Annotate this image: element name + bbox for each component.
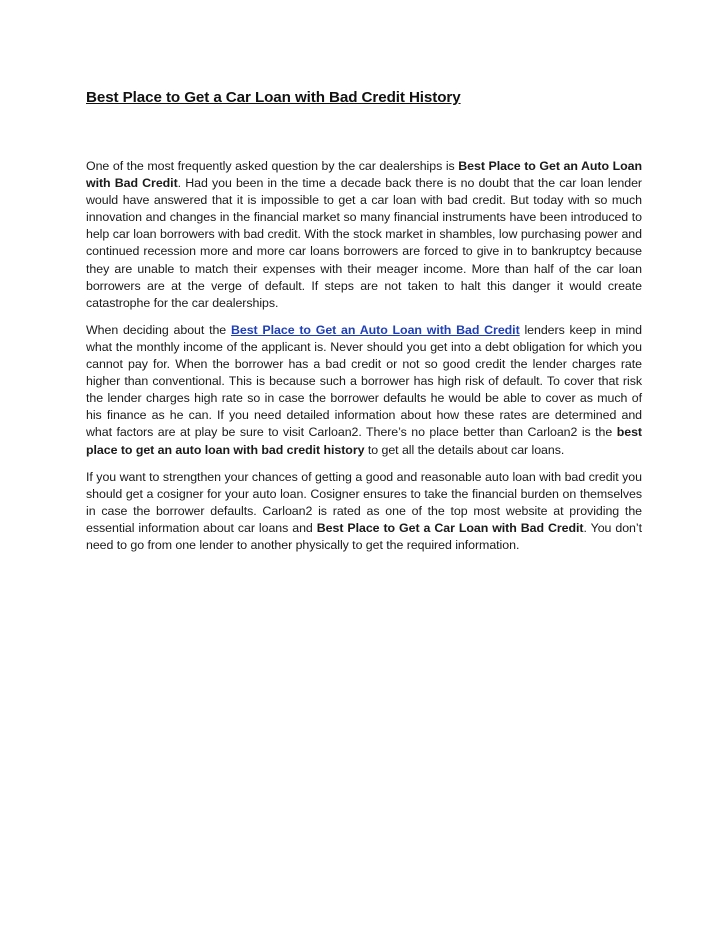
paragraph-text: . Had you been in the time a decade back there is no doubt that the car loan lender would have answered that it is impossible to get a car loan with bad credit. But today with so much innovation and changes in the financial market so many financial instruments have been introduced to help car loan borrowers with bad credit. With the stock market in shambles, low purchasing power and continued recession more and more car loans borrowers are forced to give in to bankruptcy because they are unable to match their expenses with their meager income. More than half of the car loan borrowers are at the verge of default. If steps are not taken to halt this danger it would create catastrophe for the car dealerships.	[86, 176, 642, 310]
paragraph-text: When deciding about the	[86, 322, 231, 337]
paragraph-intro	[86, 158, 642, 312]
document-title: Best Place to Get a Car Loan with Bad Credit History	[86, 89, 461, 106]
bold-keyword: Best Place to Get an Auto Loan with Bad Credit	[86, 159, 642, 191]
paragraph-text: lenders keep in mind what the monthly income of the applicant is. Never should you get into a debt obligation for which you cannot pay for. When the borrower has a bad credit or not so good credit the lender charges rate higher than conventional. This is because such a borrower has high risk of default. To cover that risk the lender charges high rate so in case the borrower defaults he would be able to cover as much of his finance as he can. If you need detailed information about how these rates are determined and what factors are at play be sure to visit Carloan2. There’s no place better than Carloan2 is the	[86, 322, 643, 440]
keyword-link[interactable]: Best Place to Get an Auto Loan with Bad Credit	[230, 322, 520, 337]
document-page	[86, 88, 642, 554]
bold-keyword: best place to get an auto loan with bad credit history	[86, 425, 642, 457]
paragraph-text: . You don’t need to go from one lender to another physically to get the required information.	[86, 520, 642, 552]
paragraph-text: to get all the details about car loans.	[364, 442, 565, 457]
paragraph-deciding	[86, 322, 642, 459]
bold-keyword: Best Place to Get a Car Loan with Bad Credit	[316, 520, 584, 535]
paragraph-text: One of the most frequently asked question by the car dealerships is	[86, 159, 459, 173]
paragraph-cosigner	[86, 469, 642, 554]
paragraph-text: If you want to strengthen your chances of getting a good and reasonable auto loan with bad credit you should get a cosigner for your auto loan. Cosigner ensures to take the financial burden on themselves in case the borrower defaults. Carloan2 is rated as one of the top most website at providing the essential information about car loans and	[86, 469, 642, 535]
